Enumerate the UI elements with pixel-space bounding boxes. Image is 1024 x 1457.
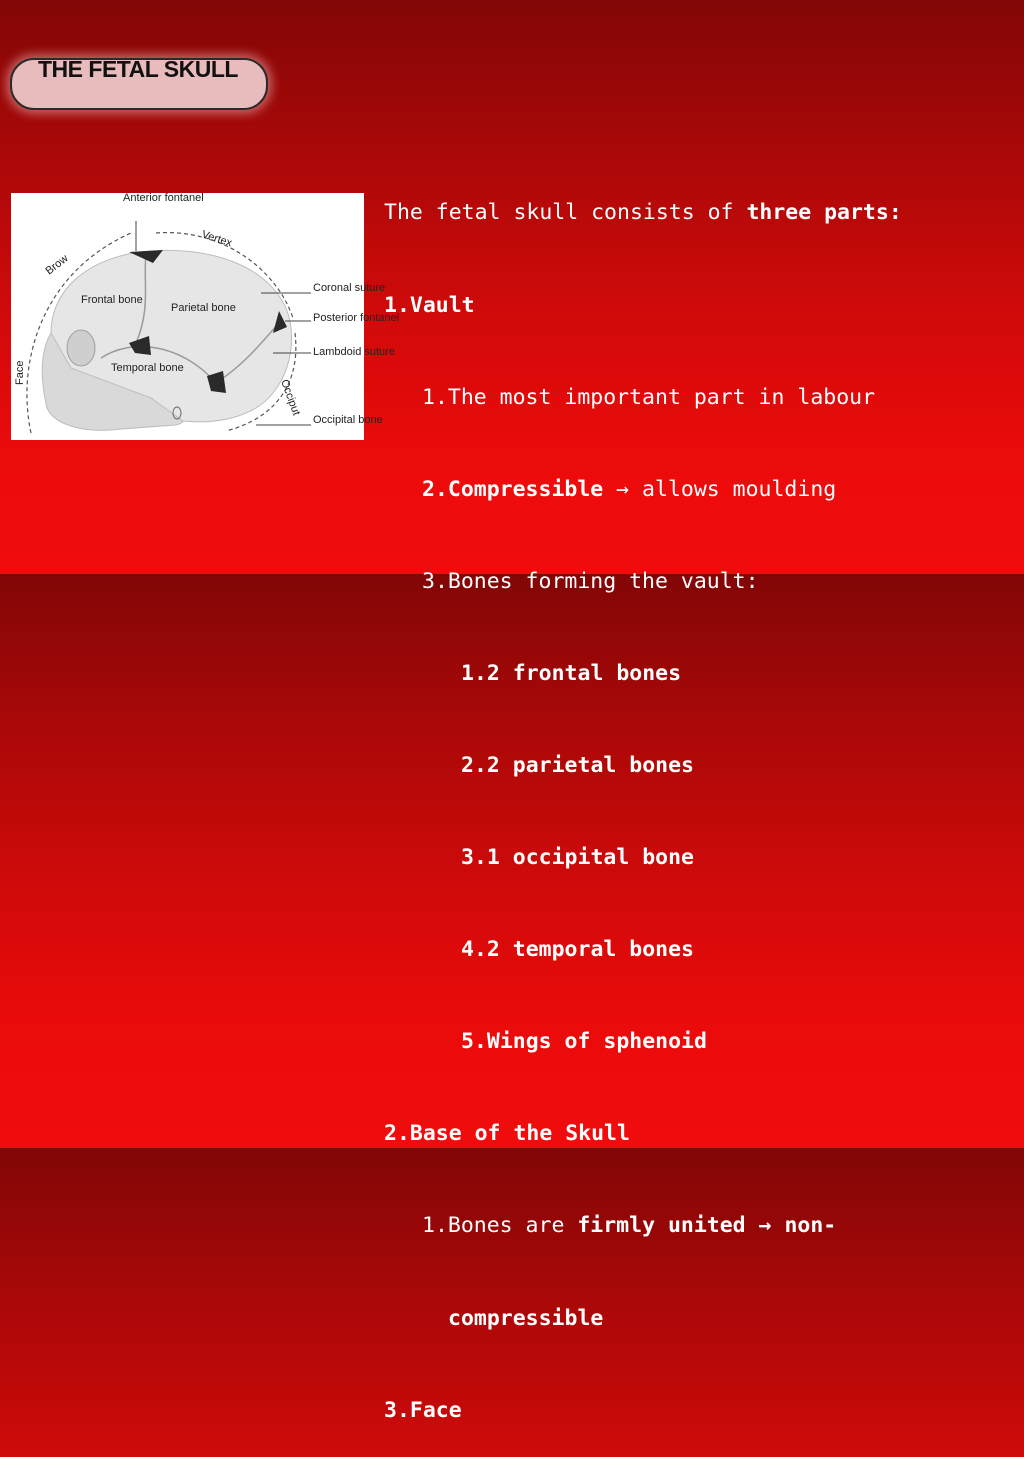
- bone-item-text: 4.2 temporal bones: [461, 937, 694, 963]
- label-vertex: Vertex: [200, 228, 234, 250]
- vault-item-1: [384, 383, 1014, 414]
- label-frontal-bone: Frontal bone: [81, 294, 143, 306]
- base-item-1-continued: [384, 1304, 1014, 1335]
- vault-item-1-text: 1.The most important part in labour: [422, 384, 876, 410]
- fetal-skull-diagram: [11, 192, 400, 440]
- label-brow: Brow: [43, 252, 71, 278]
- face-label: 3.Face: [384, 1397, 462, 1423]
- base-label: 2.Base of the Skull: [384, 1121, 630, 1147]
- orbit: [67, 330, 95, 366]
- label-posterior-fontanel: Posterior fontanel: [313, 312, 400, 324]
- bone-item: [384, 1027, 1014, 1058]
- base-item-1-cont: compressible: [448, 1305, 604, 1331]
- bone-item-text: 1.2 frontal bones: [461, 660, 682, 686]
- slide-title: THE FETAL SKULL: [38, 56, 238, 82]
- vault-item-2: [384, 475, 1014, 506]
- intro-bold: three parts:: [746, 200, 902, 226]
- base-heading: [384, 1119, 1014, 1150]
- base-item-1: [384, 1211, 1014, 1242]
- base-item-1-bold: firmly united → non-: [577, 1213, 837, 1239]
- bone-item-text: 2.2 parietal bones: [461, 752, 694, 778]
- vault-label: 1.Vault: [384, 292, 475, 318]
- slide-content: [384, 137, 1014, 1457]
- vault-item-3: [384, 567, 1014, 598]
- label-anterior: Anterior fontanel: [123, 192, 204, 204]
- label-temporal-bone: Temporal bone: [111, 362, 184, 374]
- base-item-1-text: 1.Bones are: [422, 1213, 578, 1239]
- bone-item-text: 5.Wings of sphenoid: [461, 1029, 707, 1055]
- bone-item: [384, 843, 1014, 874]
- vault-heading: [384, 291, 1014, 322]
- label-parietal-bone: Parietal bone: [171, 302, 236, 314]
- label-lambdoid-suture: Lambdoid suture: [313, 346, 395, 358]
- bone-item: [384, 935, 1014, 966]
- fetal-skull-figure: [11, 192, 400, 440]
- label-occiput: Occiput: [278, 377, 303, 418]
- vault-item-3-text: 3.Bones forming the vault:: [422, 568, 759, 594]
- vault-item-2-text: → allows moulding: [603, 476, 837, 502]
- bone-item-text: 3.1 occipital bone: [461, 845, 694, 871]
- vault-item-2-bold: 2.Compressible: [422, 476, 604, 502]
- face-heading: [384, 1396, 1014, 1427]
- label-coronal-suture: Coronal suture: [313, 282, 386, 294]
- bone-item: [384, 751, 1014, 782]
- bone-item: [384, 659, 1014, 690]
- intro-text: The fetal skull consists of: [384, 200, 747, 226]
- intro-line: [384, 198, 1014, 229]
- label-face: Face: [14, 360, 26, 385]
- label-occipital-bone: Occipital bone: [313, 414, 383, 426]
